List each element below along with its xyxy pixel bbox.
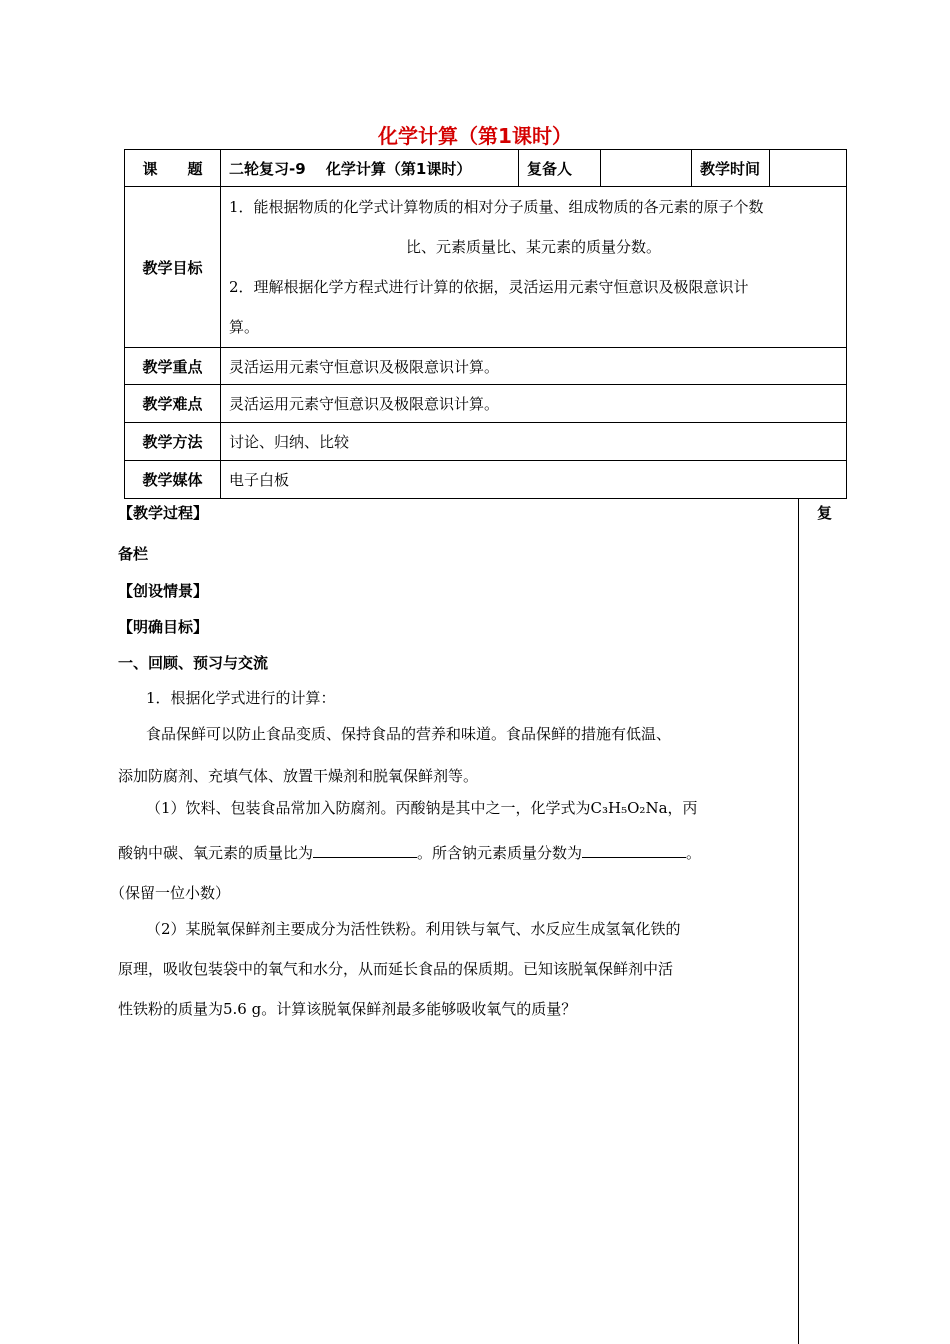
key-label: 教学重点: [125, 348, 221, 385]
lesson-info-table: [124, 149, 847, 499]
side-note-tail: 备栏: [118, 545, 149, 563]
goals-row: [125, 187, 847, 348]
objectives-heading: 【明确目标】: [118, 618, 209, 636]
method-value: 讨论、归纳、比较: [221, 423, 847, 461]
difficulty-label: 教学难点: [125, 385, 221, 423]
topic-row: [125, 150, 847, 187]
question-1-line-1: （1）饮料、包装食品常加入防腐剂。丙酸钠是其中之一，化学式为C₃H₅O₂Na，丙: [146, 799, 698, 817]
question-2-line-3: 性铁粉的质量为5.6 g。计算该脱氧保鲜剂最多能够吸收氧气的质量？: [118, 1000, 577, 1018]
paragraph-line-1: 食品保鲜可以防止食品变质、保持食品的营养和味道。食品保鲜的措施有低温、: [146, 725, 672, 743]
page-title: 化学计算（第1课时）: [378, 124, 572, 148]
process-heading: 【教学过程】: [118, 504, 209, 522]
question-1-note: （保留一位小数）: [110, 884, 231, 902]
item-1-text: 1．根据化学式进行的计算：: [146, 689, 336, 707]
preparer-value: [601, 150, 692, 187]
goals-line-3: 2．理解根据化学方程式进行计算的依据，灵活运用元素守恒意识及极限意识计: [229, 278, 749, 296]
media-label: 教学媒体: [125, 461, 221, 499]
time-label: 教学时间: [692, 150, 770, 187]
topic-value: 二轮复习-9 化学计算（第1课时）: [221, 150, 519, 187]
method-label: 教学方法: [125, 423, 221, 461]
question-1-text-b: 。所含钠元素质量分数为: [417, 844, 583, 862]
media-row: [125, 461, 847, 499]
paragraph-line-2: 添加防腐剂、充填气体、放置干燥剂和脱氧保鲜剂等。: [118, 767, 479, 785]
goals-line-2: 比、元素质量比、某元素的质量分数。: [405, 238, 661, 256]
side-note: 复: [817, 504, 833, 522]
question-1-line-2: [118, 842, 701, 863]
section-1-heading: 一、回顾、预习与交流: [118, 654, 269, 672]
goals-line-4: 算。: [229, 318, 260, 336]
difficulty-row: [125, 385, 847, 423]
difficulty-value: 灵活运用元素守恒意识及极限意识计算。: [221, 385, 847, 423]
question-2-line-1: （2）某脱氧保鲜剂主要成分为活性铁粉。利用铁与氧气、水反应生成氢氧化铁的: [146, 920, 681, 938]
goals-line-1: 1．能根据物质的化学式计算物质的相对分子质量、组成物质的各元素的原子个数: [229, 198, 764, 216]
goals-label: 教学目标: [125, 187, 221, 348]
question-1-text-c: 。: [686, 844, 702, 862]
goals-value: [221, 187, 847, 348]
time-value: [770, 150, 847, 187]
question-1-text-a: 酸钠中碳、氧元素的质量比为: [118, 844, 314, 862]
method-row: [125, 423, 847, 461]
margin-divider: [798, 498, 799, 1344]
answer-blank-1[interactable]: [313, 843, 417, 858]
scenario-heading: 【创设情景】: [118, 582, 209, 600]
media-value: 电子白板: [221, 461, 847, 499]
key-row: [125, 348, 847, 385]
answer-blank-2[interactable]: [582, 843, 686, 858]
topic-label: 课 题: [125, 150, 221, 187]
question-2-line-2: 原理，吸收包装袋中的氧气和水分，从而延长食品的保质期。已知该脱氧保鲜剂中活: [118, 960, 674, 978]
key-value: 灵活运用元素守恒意识及极限意识计算。: [221, 348, 847, 385]
preparer-label: 复备人: [519, 150, 601, 187]
